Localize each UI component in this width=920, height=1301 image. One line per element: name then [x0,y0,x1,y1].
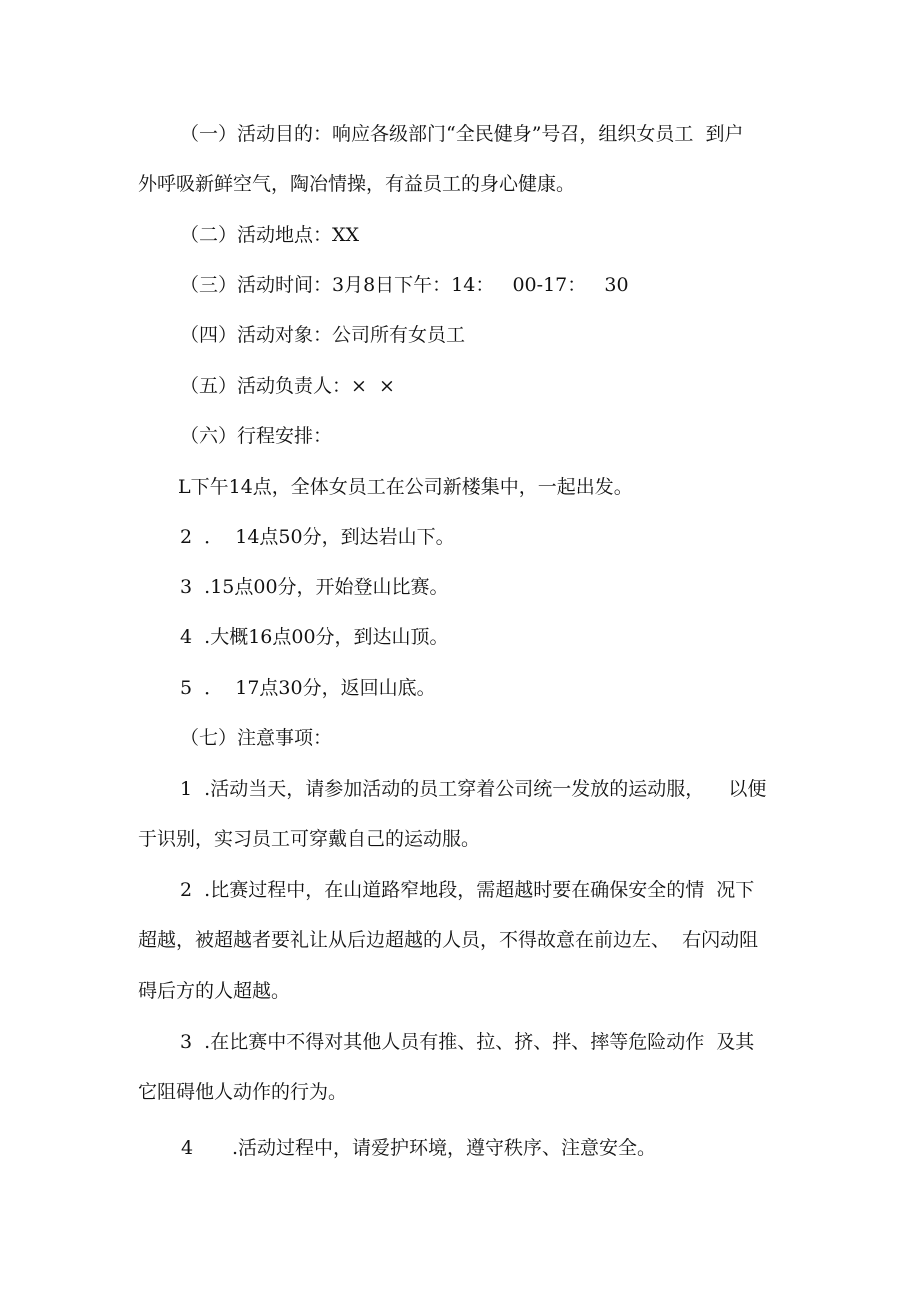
note-4-text: .活动过程中，请爱护环境，遵守秩序、注意安全。 [232,1137,657,1159]
paragraph-schedule-heading: （六）行程安排： [180,425,333,447]
paragraph-purpose-line2: 外呼吸新鲜空气，陶冶情操，有益员工的身心健康。 [138,173,576,195]
note-1-line2: 于识别，实习员工可穿戴自己的运动服。 [138,828,481,850]
schedule-item-3: 3 .15点00分，开始登山比赛。 [180,576,449,598]
paragraph-participants: （四）活动对象：公司所有女员工 [180,324,466,346]
note-1-line1: 1 .活动当天，请参加活动的员工穿着公司统一发放的运动服， 以便 [180,778,767,800]
paragraph-person-in-charge: （五）活动负责人：× × [180,375,395,397]
note-2-line2: 超越，被超越者要礼让从后边超越的人员，不得故意在前边左、 右闪动阻 [138,929,759,951]
schedule-item-4: 4 .大概16点00分，到达山顶。 [180,626,449,648]
note-2-line3: 碍后方的人超越。 [138,980,291,1002]
paragraph-location: （二）活动地点：XX [180,224,360,246]
note-3-line2: 它阻碍他人动作的行为。 [138,1081,348,1103]
schedule-item-2: 2 ． 14点50分，到达岩山下。 [180,526,455,548]
note-3-line1: 3 .在比赛中不得对其他人员有推、拉、挤、拌、摔等危险动作 及其 [180,1031,755,1053]
schedule-item-5: 5 ． 17点30分，返回山底。 [180,677,436,699]
note-2-line1: 2 .比赛过程中，在山道路窄地段，需超越时要在确保安全的情 况下 [180,879,755,901]
paragraph-purpose-line1: （一）活动目的：响应各级部门“全民健身”号召，组织女员工 到户 [180,123,744,145]
note-4-number: 4 [181,1137,194,1159]
paragraph-notes-heading: （七）注意事项： [180,727,333,749]
paragraph-time: （三）活动时间：3月8日下午：14： 00-17： 30 [180,274,629,296]
schedule-item-1: L下午14点，全体女员工在公司新楼集中，一起出发。 [178,476,633,498]
